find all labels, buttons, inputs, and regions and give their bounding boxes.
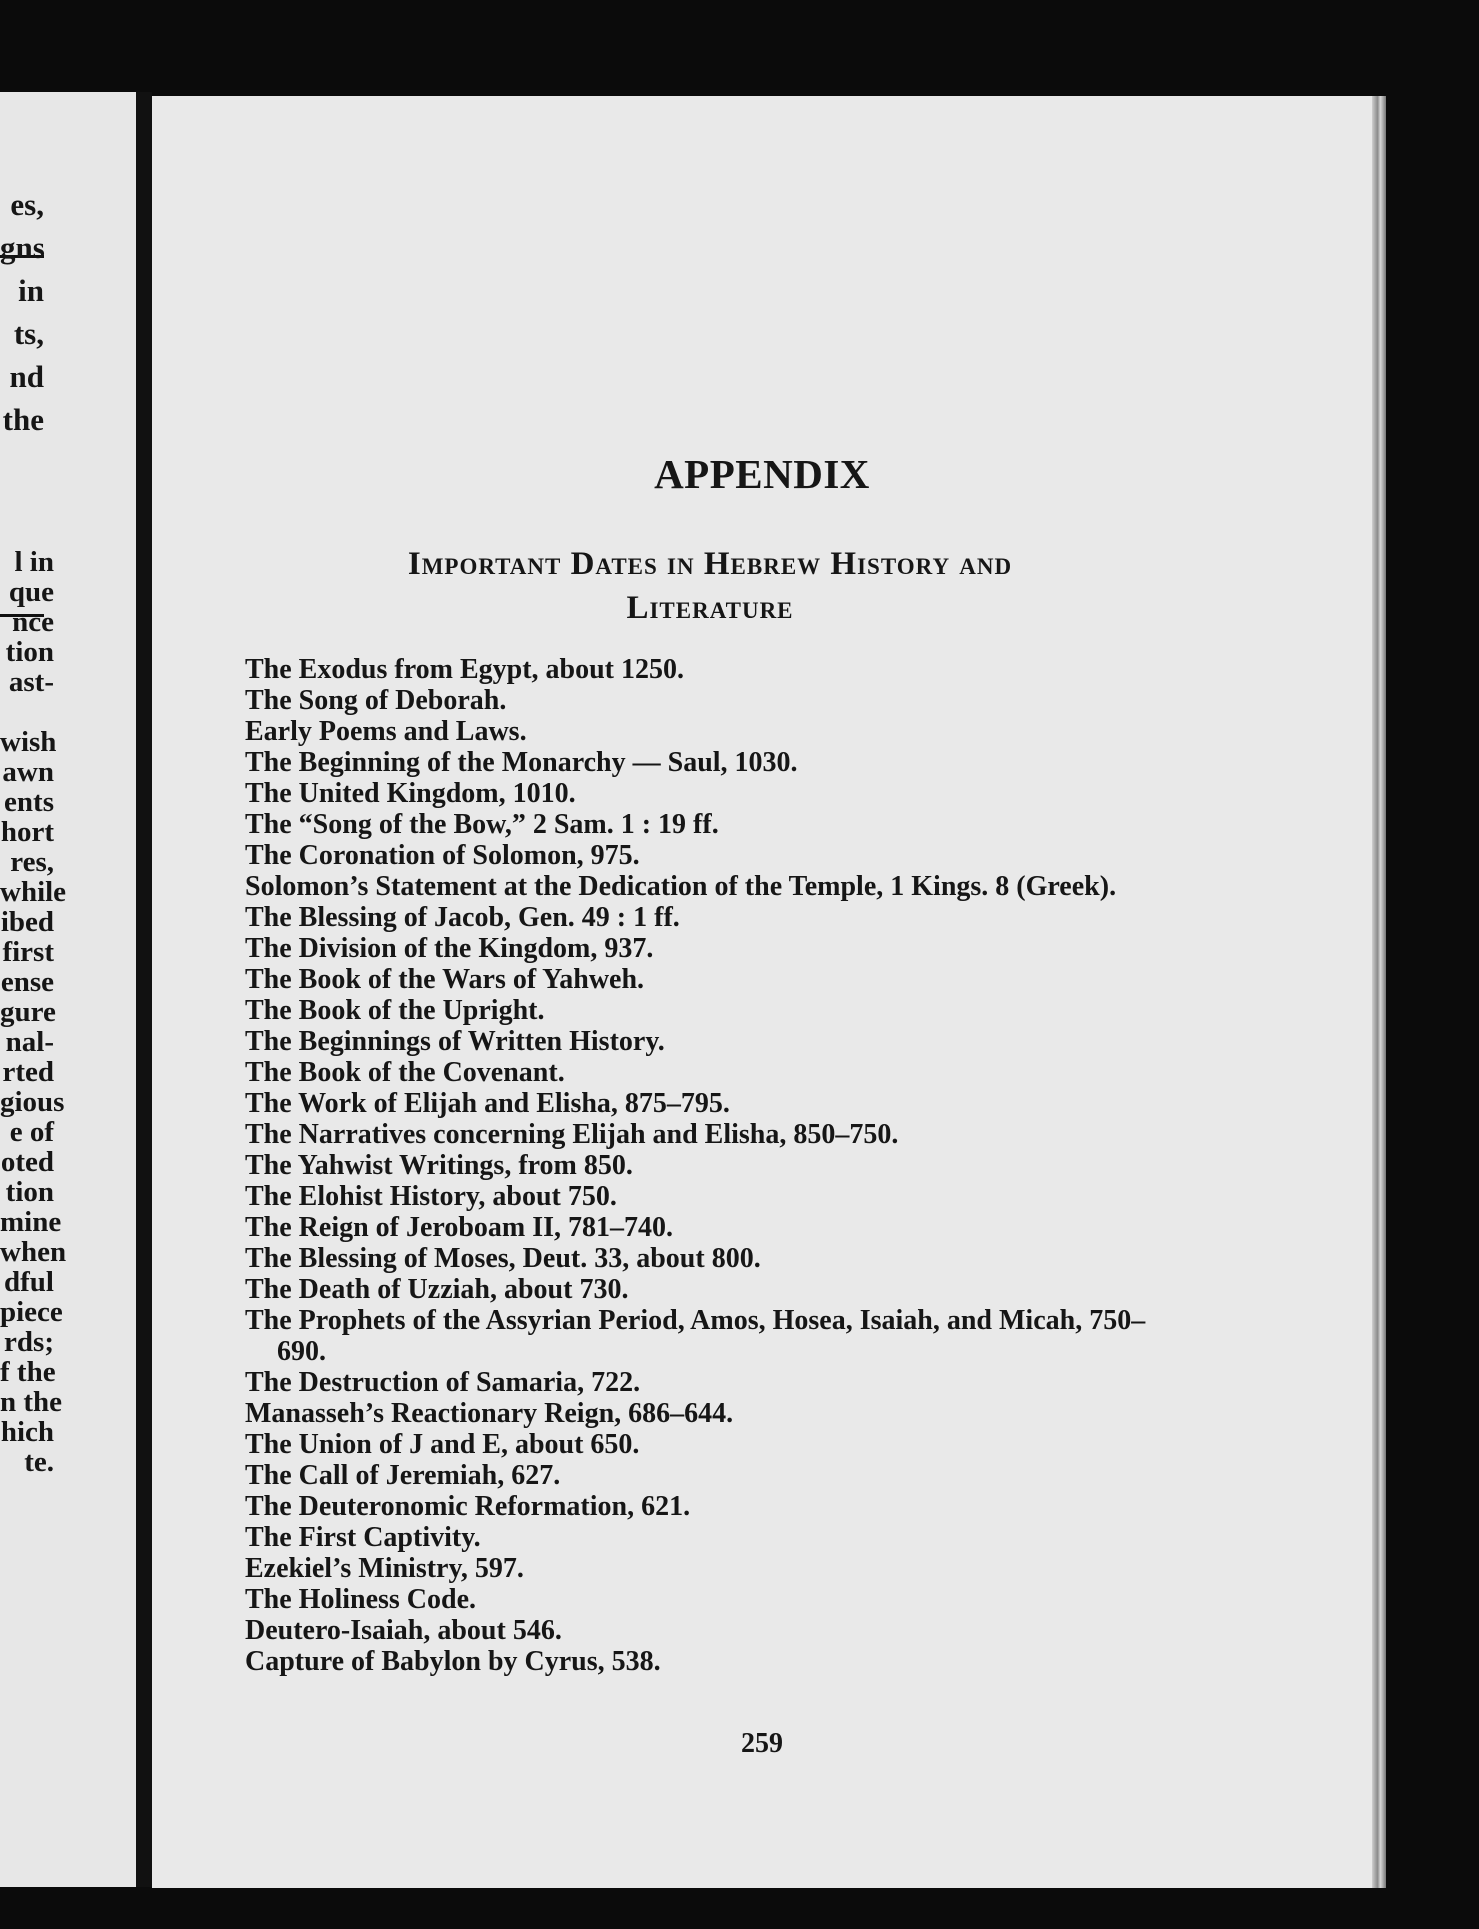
date-entry: The Blessing of Jacob, Gen. 49 : 1 ff. (245, 902, 680, 933)
left-page-line: nce (12, 606, 54, 638)
date-entry: The Coronation of Solomon, 975. (245, 840, 640, 871)
date-entry: The Book of the Covenant. (245, 1057, 565, 1088)
left-page-line: nd (9, 359, 44, 394)
left-page-text-block-1 (0, 183, 136, 441)
left-page-line: hich (0, 1416, 54, 1448)
date-entry: The Song of Deborah. (245, 685, 507, 716)
left-page-line: l in (14, 546, 54, 578)
date-entry: The First Captivity. (245, 1522, 481, 1553)
date-entry: The Holiness Code. (245, 1584, 477, 1615)
date-entry: The United Kingdom, 1010. (245, 778, 576, 809)
date-entry: The Division of the Kingdom, 937. (245, 933, 654, 964)
date-entry: The Death of Uzziah, about 730. (245, 1274, 629, 1305)
date-entry: Solomon’s Statement at the Dedication of the Temple, 1 Kings. 8 (Greek). (245, 871, 1117, 902)
left-page-line: ibed (0, 906, 54, 938)
date-entry: The Book of the Wars of Yahweh. (245, 964, 645, 995)
date-entry: The Beginning of the Monarchy — Saul, 1030. (245, 747, 798, 778)
dates-list (245, 654, 1165, 1677)
date-entry: Manasseh’s Reactionary Reign, 686–644. (245, 1398, 734, 1429)
date-entry: The “Song of the Bow,” 2 Sam. 1 : 19 ff. (245, 809, 719, 840)
left-page-line: gns (0, 230, 45, 265)
date-entry: Capture of Babylon by Cyrus, 538. (245, 1646, 661, 1677)
left-page-line: hort (0, 816, 54, 848)
left-page-line: f the (0, 1356, 56, 1388)
left-page-line: rds; (4, 1326, 54, 1358)
left-page-line: gure (0, 996, 56, 1028)
date-entry: The Destruction of Samaria, 722. (245, 1367, 641, 1398)
date-entry: The Narratives concerning Elijah and Elisha, 850–750. (245, 1119, 899, 1150)
left-page-line: piece (0, 1296, 63, 1328)
left-page-line: te. (24, 1446, 54, 1478)
left-page-line: rted (2, 1056, 54, 1088)
date-entry: The Book of the Upright. (245, 995, 545, 1026)
page-edge (1372, 96, 1386, 1888)
left-page-line: wish (0, 726, 57, 758)
subtitle-line-2: Literature (626, 590, 794, 626)
left-page-line: the (2, 402, 44, 437)
left-page-line: nal- (5, 1026, 54, 1058)
date-entry: The Deuteronomic Reformation, 621. (245, 1491, 691, 1522)
date-entry: The Reign of Jeroboam II, 781–740. (245, 1212, 674, 1243)
left-page-line: gious (0, 1086, 65, 1118)
date-entry: The Union of J and E, about 650. (245, 1429, 640, 1460)
date-entry: Deutero-Isaiah, about 546. (245, 1615, 562, 1646)
left-page-line: ts, (13, 316, 44, 351)
left-page-text-block-2 (0, 547, 136, 1477)
date-entry: The Yahwist Writings, from 850. (245, 1150, 633, 1181)
left-page-line: res, (10, 846, 54, 878)
left-page-line: ense (0, 966, 54, 998)
left-page-line: tion (5, 1176, 54, 1208)
book-gutter (136, 92, 152, 1887)
date-entry: Ezekiel’s Ministry, 597. (245, 1553, 524, 1584)
date-entry: The Exodus from Egypt, about 1250. (245, 654, 685, 685)
left-page-line: when (0, 1236, 67, 1268)
left-page-line: awn (2, 756, 54, 788)
left-page-line: ents (4, 786, 54, 818)
left-page-line: que (8, 576, 54, 608)
left-page-line: ast- (8, 666, 54, 698)
left-page-line: tion (5, 636, 54, 668)
left-page-line: e of (9, 1116, 54, 1148)
date-entry: The Blessing of Moses, Deut. 33, about 800. (245, 1243, 761, 1274)
left-page-line: mine (0, 1206, 62, 1238)
left-page-line: n the (0, 1386, 63, 1418)
date-entry: The Work of Elijah and Elisha, 875–795. (245, 1088, 730, 1119)
left-page-line: oted (0, 1146, 54, 1178)
date-entry: The Prophets of the Assyrian Period, Amos, Hosea, Isaiah, and Micah, 750–690. (245, 1305, 1146, 1367)
subtitle-line-1: Important Dates in Hebrew History and (407, 546, 1013, 582)
date-entry: The Elohist History, about 750. (245, 1181, 617, 1212)
left-page-line: first (2, 936, 54, 968)
left-page-line: dful (4, 1266, 54, 1298)
date-entry: The Call of Jeremiah, 627. (245, 1460, 561, 1491)
left-page-line: in (18, 273, 44, 308)
appendix-subtitle (280, 542, 1140, 630)
page-number: 259 (741, 1728, 783, 1759)
appendix-title: APPENDIX (654, 451, 870, 497)
left-page-line (0, 697, 54, 727)
left-page-line: while (0, 876, 67, 908)
date-entry: The Beginnings of Written History. (245, 1026, 665, 1057)
left-page-line: es, (10, 187, 44, 222)
date-entry: Early Poems and Laws. (245, 716, 527, 747)
